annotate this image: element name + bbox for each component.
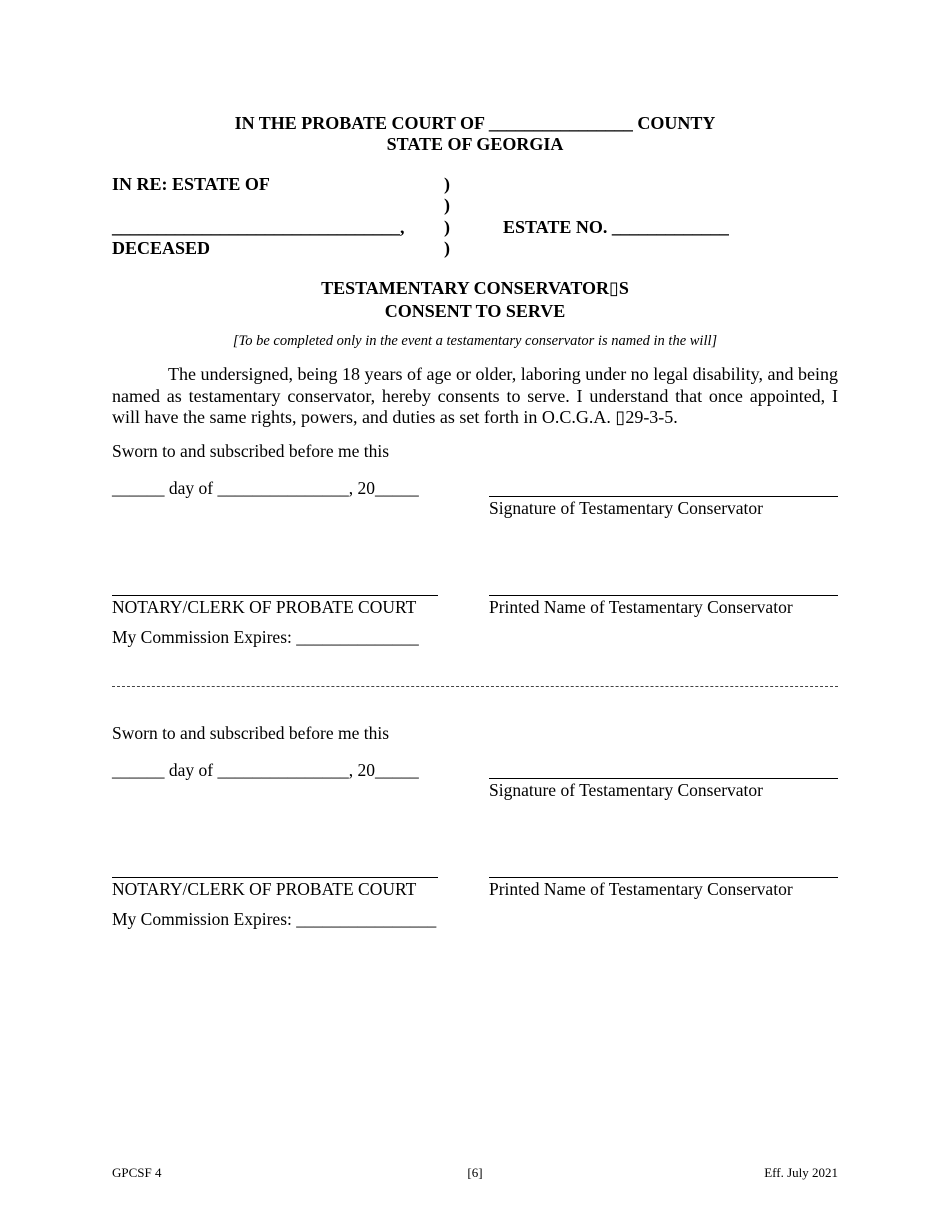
notary-label: NOTARY/CLERK OF PROBATE COURT — [112, 879, 417, 899]
notary-signature-line[interactable] — [112, 595, 438, 596]
state-heading: STATE OF GEORGIA — [386, 134, 564, 154]
commission-label: My Commission Expires: — [112, 909, 292, 929]
signature-line[interactable] — [489, 496, 838, 497]
day-date-field[interactable]: ______ day of _______________, 20_____ — [112, 760, 419, 780]
court-prefix: IN THE PROBATE COURT OF — [234, 113, 485, 133]
commission-date-field[interactable]: ______________ — [296, 627, 419, 647]
printed-name-line[interactable] — [489, 595, 838, 596]
printed-name-label: Printed Name of Testamentary Conservator — [489, 597, 793, 617]
page-number: [6] — [467, 1165, 483, 1180]
estate-number — [503, 217, 729, 238]
estate-no-field[interactable]: _____________ — [611, 217, 729, 237]
decedent-name-field[interactable]: ________________________________, — [112, 217, 405, 237]
sworn-text: Sworn to and subscribed before me this — [112, 723, 390, 743]
commission-expires — [112, 909, 436, 930]
commission-date-field[interactable]: ________________ — [296, 909, 437, 929]
estate-no-label: ESTATE NO. — [503, 217, 608, 237]
consent-paragraph — [112, 364, 838, 429]
caption-paren: ) — [444, 238, 450, 258]
consent-text: The undersigned, being 18 years of age or older, laboring under no legal disability, and being named as testamentary conservator, hereby consents to serve. I understand that once appointed, I will have the same rights, powers, and duties as set forth in O.C.G.A. ▯29-3-5. — [112, 364, 838, 427]
form-id: GPCSF 4 — [112, 1165, 162, 1180]
caption-paren: ) — [444, 195, 450, 215]
notary-label: NOTARY/CLERK OF PROBATE COURT — [112, 597, 417, 617]
instruction-note: [To be completed only in the event a testamentary conservator is named in the will] — [232, 333, 718, 349]
caption-paren: ) — [444, 174, 450, 194]
printed-name-line[interactable] — [489, 877, 838, 878]
deceased-label: DECEASED — [112, 238, 211, 258]
commission-expires — [112, 627, 419, 648]
county-suffix: COUNTY — [637, 113, 716, 133]
section-divider — [112, 686, 838, 687]
signature-label: Signature of Testamentary Conservator — [489, 780, 764, 800]
county-blank-field[interactable]: ________________ — [488, 113, 633, 133]
printed-name-label: Printed Name of Testamentary Conservator — [489, 879, 793, 899]
signature-line[interactable] — [489, 778, 838, 779]
effective-date: Eff. July 2021 — [764, 1165, 838, 1180]
in-re-label: IN RE: ESTATE OF — [112, 174, 270, 194]
commission-label: My Commission Expires: — [112, 627, 292, 647]
notary-signature-line[interactable] — [112, 877, 438, 878]
form-title-line2: CONSENT TO SERVE — [384, 301, 566, 321]
form-title-line1: TESTAMENTARY CONSERVATOR▯S — [321, 278, 629, 298]
signature-label: Signature of Testamentary Conservator — [489, 498, 764, 518]
court-heading — [0, 113, 950, 134]
sworn-text: Sworn to and subscribed before me this — [112, 441, 390, 461]
day-date-field[interactable]: ______ day of _______________, 20_____ — [112, 478, 419, 498]
caption-paren: ) — [444, 217, 450, 237]
